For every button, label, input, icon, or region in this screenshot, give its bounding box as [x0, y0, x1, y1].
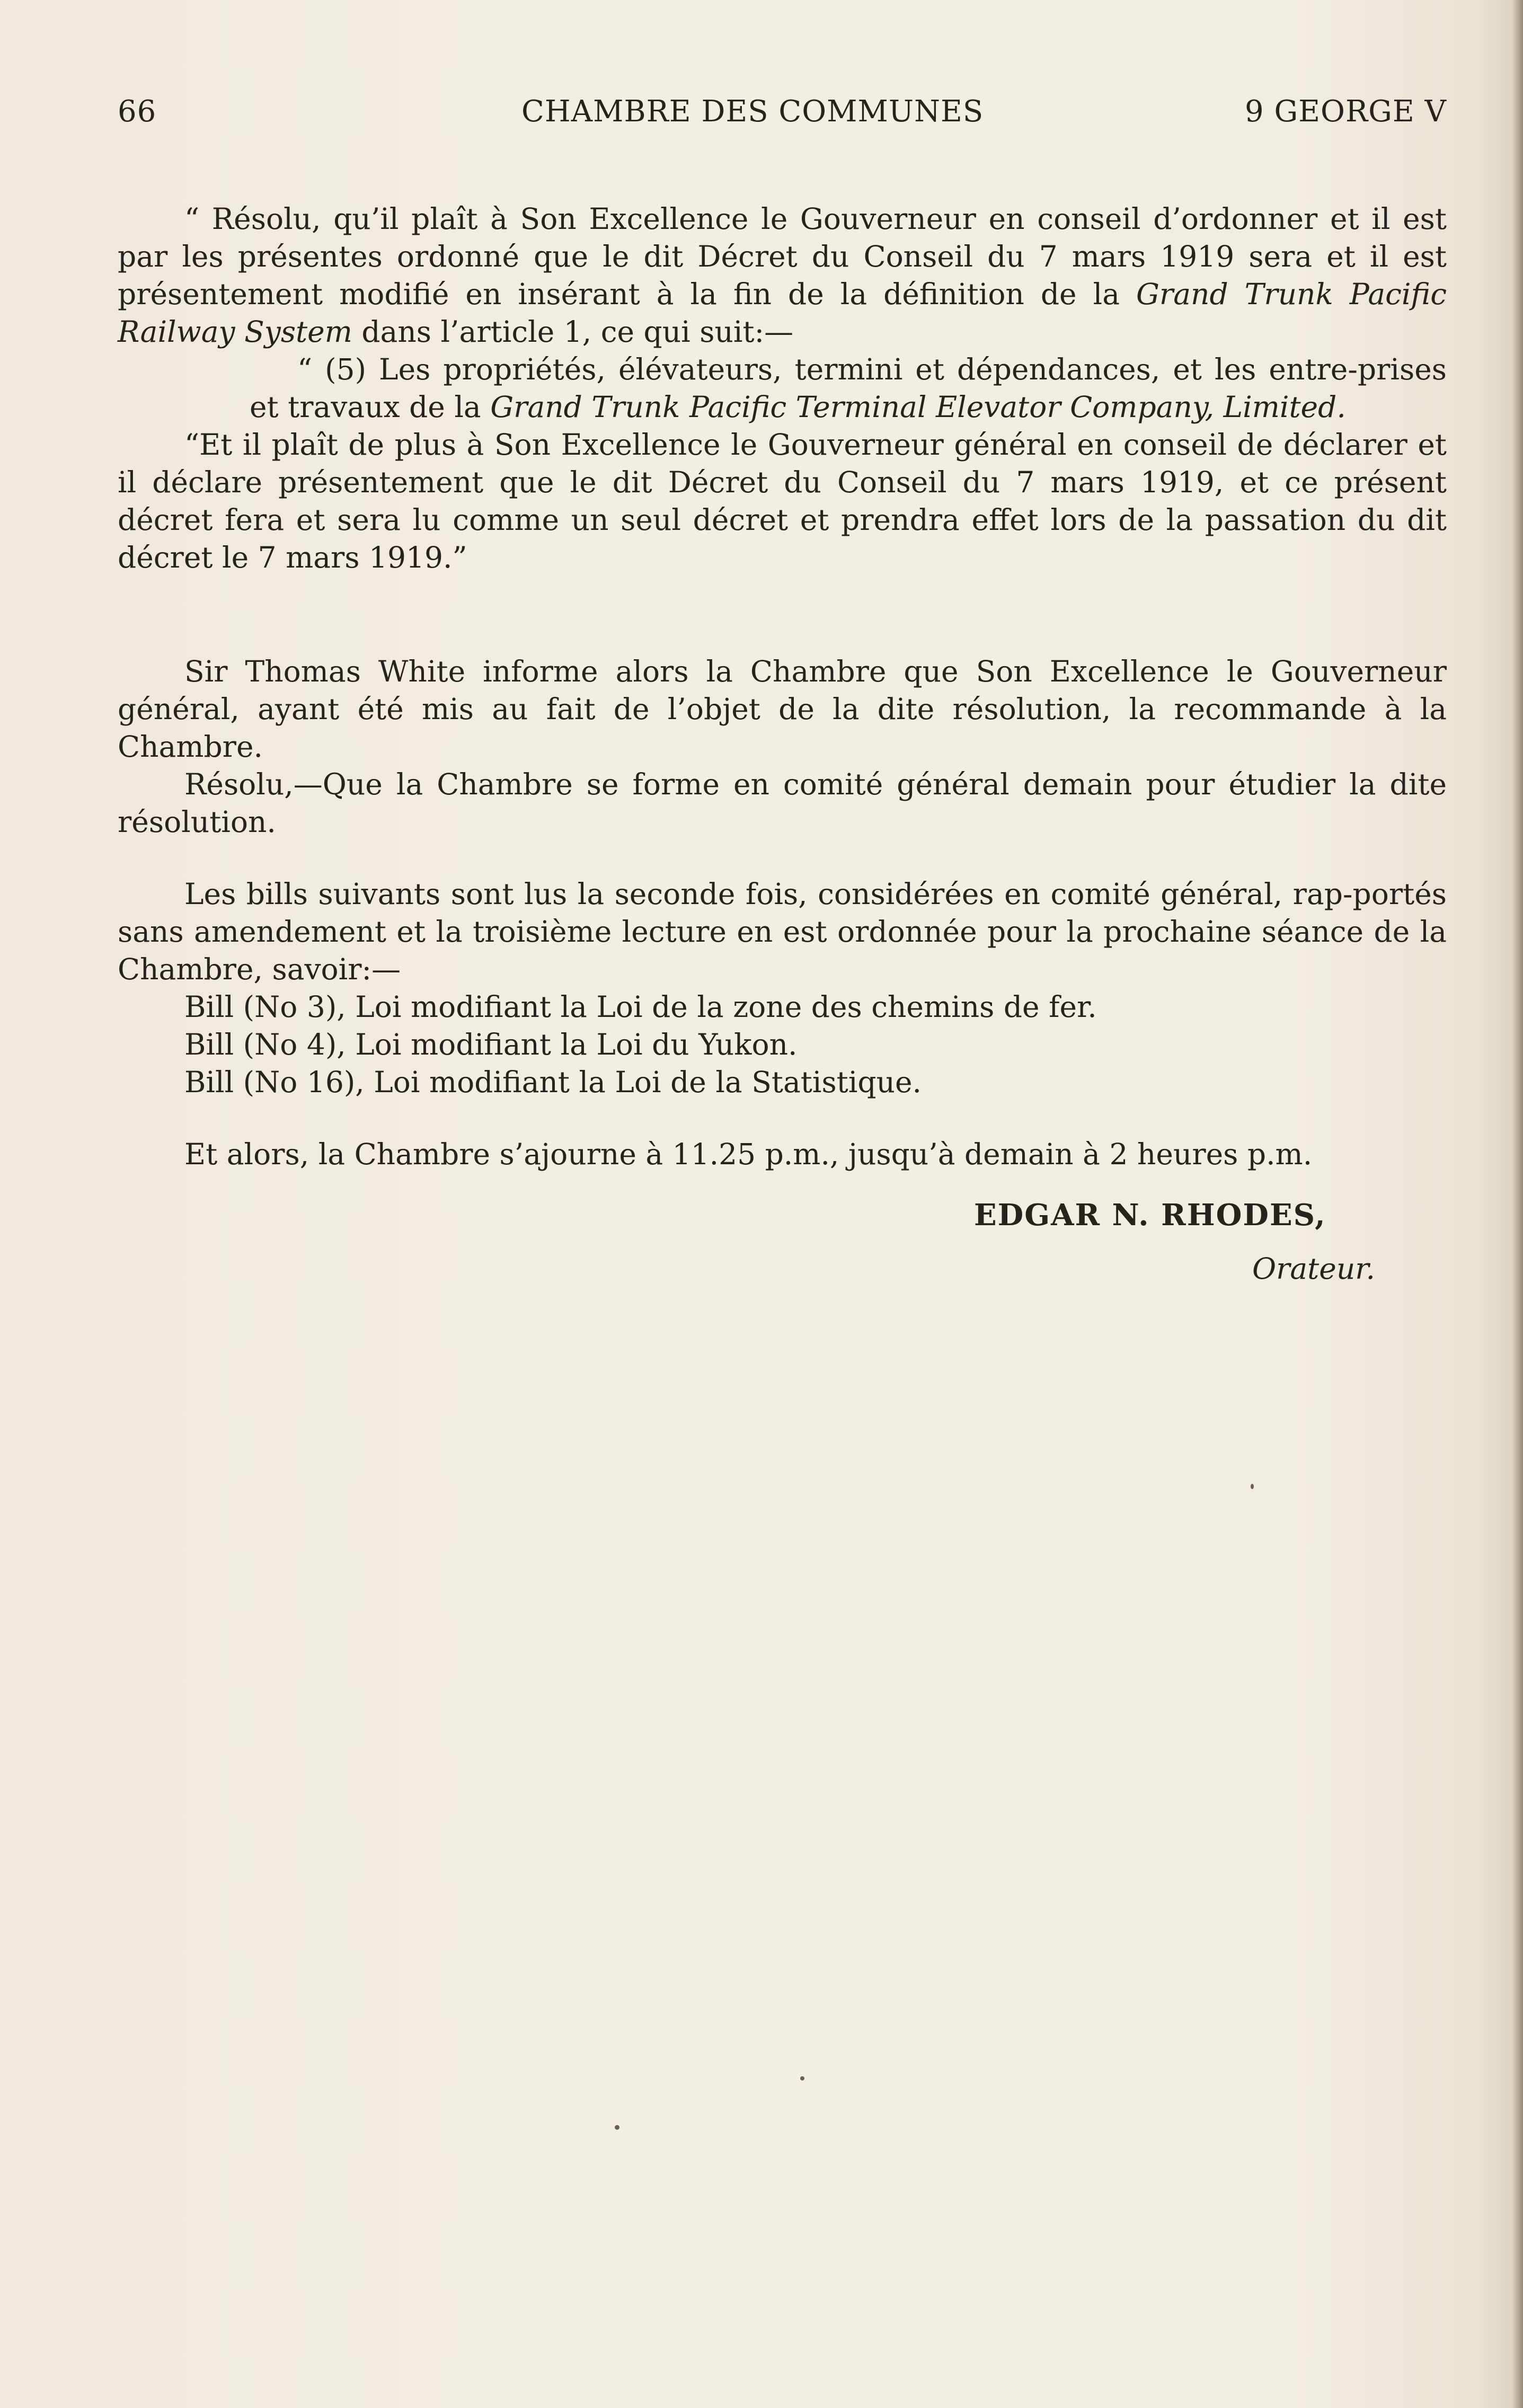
- bills-intro-paragraph: Les bills suivants sont lus la seconde fois, considérées en comité général, rap-portés sans amendement et la troisième lecture en est ordonnée pour la prochaine séance de la Chambre, savoir:—: [118, 877, 1447, 986]
- running-header: [118, 94, 1447, 137]
- clause-5-text: “ (5) Les propriétés, élévateurs, termini et dépendances, et les entre-prises et travaux de la: [250, 352, 1447, 424]
- bill-item: Bill (No 3), Loi modifiant la Loi de la zone des chemins de fer.: [184, 990, 1097, 1024]
- resolved-committee-paragraph: Résolu,—Que la Chambre se forme en comité général demain pour étudier la dite résolution.: [118, 767, 1447, 839]
- paper-speck: [1251, 1484, 1254, 1489]
- adjournment-line: Et alors, la Chambre s’ajourne à 11.25 p.m., jusqu’à demain à 2 heures p.m.: [184, 1137, 1313, 1171]
- resolution-italic-name: Grand Trunk Pacific Railway System: [118, 277, 1447, 349]
- paper-speck: [615, 2125, 619, 2130]
- bill-item: Bill (No 16), Loi modifiant la Loi de la Statistique.: [184, 1065, 922, 1099]
- speaker-name: EDGAR N. RHODES,: [974, 1198, 1326, 1233]
- speaker-title: Orateur.: [1252, 1252, 1375, 1286]
- white-statement-block: [118, 653, 1447, 841]
- resolution-paragraph: [118, 200, 1447, 351]
- paper-speck: [800, 2076, 804, 2081]
- resolution-text-a: “ Résolu, qu’il plaît à Son Excellence le Gouverneur en conseil d’ordonner et il est par les présentes ordonné que le dit Décret du Conseil du 7 mars 1919 sera et il est présentement modifié en insérant à la fin de la définition de la: [118, 202, 1447, 311]
- bill-item: Bill (No 4), Loi modifiant la Loi du Yukon.: [184, 1028, 798, 1061]
- clause-5-paragraph: [118, 351, 1447, 426]
- page-edge-shadow: [1511, 0, 1523, 2408]
- header-title: CHAMBRE DES COMMUNES: [521, 94, 984, 129]
- page-number: 66: [118, 94, 157, 129]
- bills-block: [118, 875, 1447, 1101]
- adjournment-block: [118, 1136, 1447, 1173]
- header-regnal-year: 9 GEORGE V: [1245, 94, 1447, 129]
- declaration-paragraph: “Et il plaît de plus à Son Excellence le Gouverneur général en conseil de déclarer et il déclare présentement que le dit Décret du Conseil du 7 mars 1919, et ce présent décret fera et sera lu comme un seul décret et prendra effet lors de la passation du dit décret le 7 mars 1919.”: [118, 428, 1447, 574]
- white-statement-paragraph: Sir Thomas White informe alors la Chambre que Son Excellence le Gouverneur général, ayant été mis au fait de l’objet de la dite résolution, la recommande à la Chambre.: [118, 654, 1447, 764]
- resolution-text-b: dans l’article 1, ce qui suit:—: [352, 315, 794, 349]
- resolution-block: [118, 200, 1447, 577]
- clause-5-italic-name: Grand Trunk Pacific Terminal Elevator Company, Limited.: [490, 390, 1346, 424]
